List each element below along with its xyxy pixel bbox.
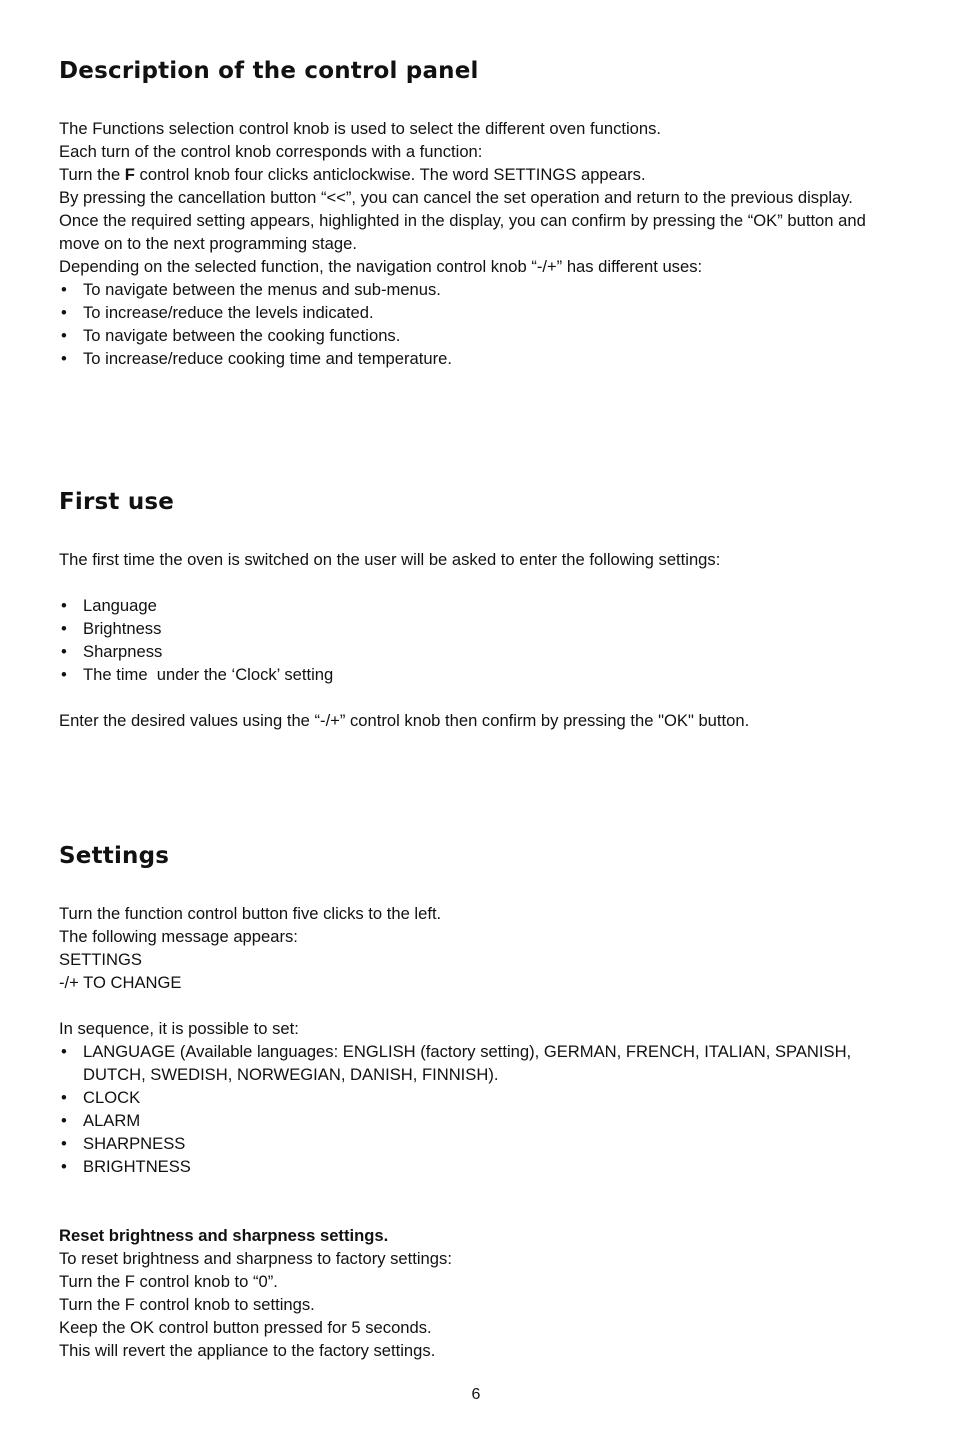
list-item-text: LANGUAGE (Available languages: ENGLISH (factory setting), GERMAN, FRENCH, ITALIAN, SPANISH, DUTCH, SWEDISH, NORWEGIAN, DANISH, FINNISH). [83, 1042, 852, 1084]
list-item [59, 301, 899, 324]
paragraph: The following message appears: [59, 927, 298, 946]
list-item [59, 1086, 899, 1109]
list-item-text: ALARM [83, 1111, 141, 1130]
bullet-icon: • [61, 1088, 67, 1107]
paragraph: Enter the desired values using the “-/+” control knob then confirm by pressing the "OK" button. [59, 711, 750, 730]
bold-key-label: F [124, 165, 135, 184]
spacer [59, 686, 899, 709]
list-item [59, 347, 899, 370]
list-item-text: SHARPNESS [83, 1134, 186, 1153]
list-item-text: CLOCK [83, 1088, 141, 1107]
list-item [59, 1155, 899, 1178]
control-panel-body [59, 117, 899, 370]
bullet-list [59, 278, 899, 370]
paragraph: Depending on the selected function, the navigation control knob “-/+” has different uses: [59, 257, 703, 276]
paragraph: Turn the F control knob to “0”. [59, 1272, 278, 1291]
list-item-text: To increase/reduce cooking time and temperature. [83, 349, 452, 368]
settings-body [59, 902, 899, 1178]
list-item [59, 640, 899, 663]
paragraph: Turn the F control knob to settings. [59, 1295, 315, 1314]
paragraph: Each turn of the control knob corresponds with a function: [59, 142, 483, 161]
paragraph [59, 163, 899, 186]
reset-subheading: Reset brightness and sharpness settings. [59, 1226, 389, 1245]
bullet-icon: • [61, 642, 67, 661]
first-use-body [59, 548, 899, 732]
display-message: SETTINGS [59, 950, 142, 969]
list-item [59, 663, 899, 686]
paragraph: Keep the OK control button pressed for 5 seconds. [59, 1318, 432, 1337]
bullet-icon: • [61, 1042, 67, 1061]
paragraph: By pressing the cancellation button “<<”, you can cancel the set operation and return to the previous display. [59, 188, 853, 207]
paragraph: This will revert the appliance to the factory settings. [59, 1341, 436, 1360]
bullet-icon: • [61, 1157, 67, 1176]
manual-page [59, 0, 899, 1450]
spacer [59, 994, 899, 1017]
list-item-text: To increase/reduce the levels indicated. [83, 303, 374, 322]
bullet-list [59, 594, 899, 686]
list-item-text: Language [83, 596, 157, 615]
paragraph: Once the required setting appears, highlighted in the display, you can confirm by pressing the “OK” button and move on to the next programming stage. [59, 211, 866, 253]
bullet-icon: • [61, 349, 67, 368]
spacer [59, 571, 899, 594]
control-panel-heading: Description of the control panel [59, 58, 479, 84]
bullet-icon: • [61, 326, 67, 345]
bullet-icon: • [61, 303, 67, 322]
paragraph: The Functions selection control knob is used to select the different oven functions. [59, 119, 662, 138]
list-item [59, 324, 899, 347]
paragraph: In sequence, it is possible to set: [59, 1019, 299, 1038]
list-item [59, 1109, 899, 1132]
list-item-text: BRIGHTNESS [83, 1157, 191, 1176]
list-item [59, 1132, 899, 1155]
bullet-icon: • [61, 1134, 67, 1153]
settings-heading: Settings [59, 843, 170, 869]
list-item [59, 278, 899, 301]
bullet-icon: • [61, 1111, 67, 1130]
bullet-icon: • [61, 619, 67, 638]
list-item-text: The time under the ‘Clock’ setting [83, 665, 334, 684]
list-item-text: Sharpness [83, 642, 163, 661]
list-item [59, 617, 899, 640]
first-use-heading: First use [59, 489, 175, 515]
list-item [59, 594, 899, 617]
paragraph: The first time the oven is switched on the user will be asked to enter the following settings: [59, 550, 721, 569]
bullet-icon: • [61, 280, 67, 299]
list-item-text: To navigate between the cooking functions. [83, 326, 401, 345]
paragraph: To reset brightness and sharpness to factory settings: [59, 1249, 452, 1268]
bullet-list [59, 1040, 899, 1178]
list-item-text: To navigate between the menus and sub-menus. [83, 280, 441, 299]
page-number: 6 [471, 1386, 481, 1403]
bullet-icon: • [61, 665, 67, 684]
paragraph: Turn the function control button five clicks to the left. [59, 904, 442, 923]
text-fragment: Turn the [59, 165, 125, 184]
list-item [59, 1040, 899, 1086]
text-fragment: control knob four clicks anticlockwise. The word SETTINGS appears. [134, 165, 646, 184]
display-message: -/+ TO CHANGE [59, 973, 182, 992]
reset-section [59, 1224, 899, 1362]
bullet-icon: • [61, 596, 67, 615]
list-item-text: Brightness [83, 619, 162, 638]
